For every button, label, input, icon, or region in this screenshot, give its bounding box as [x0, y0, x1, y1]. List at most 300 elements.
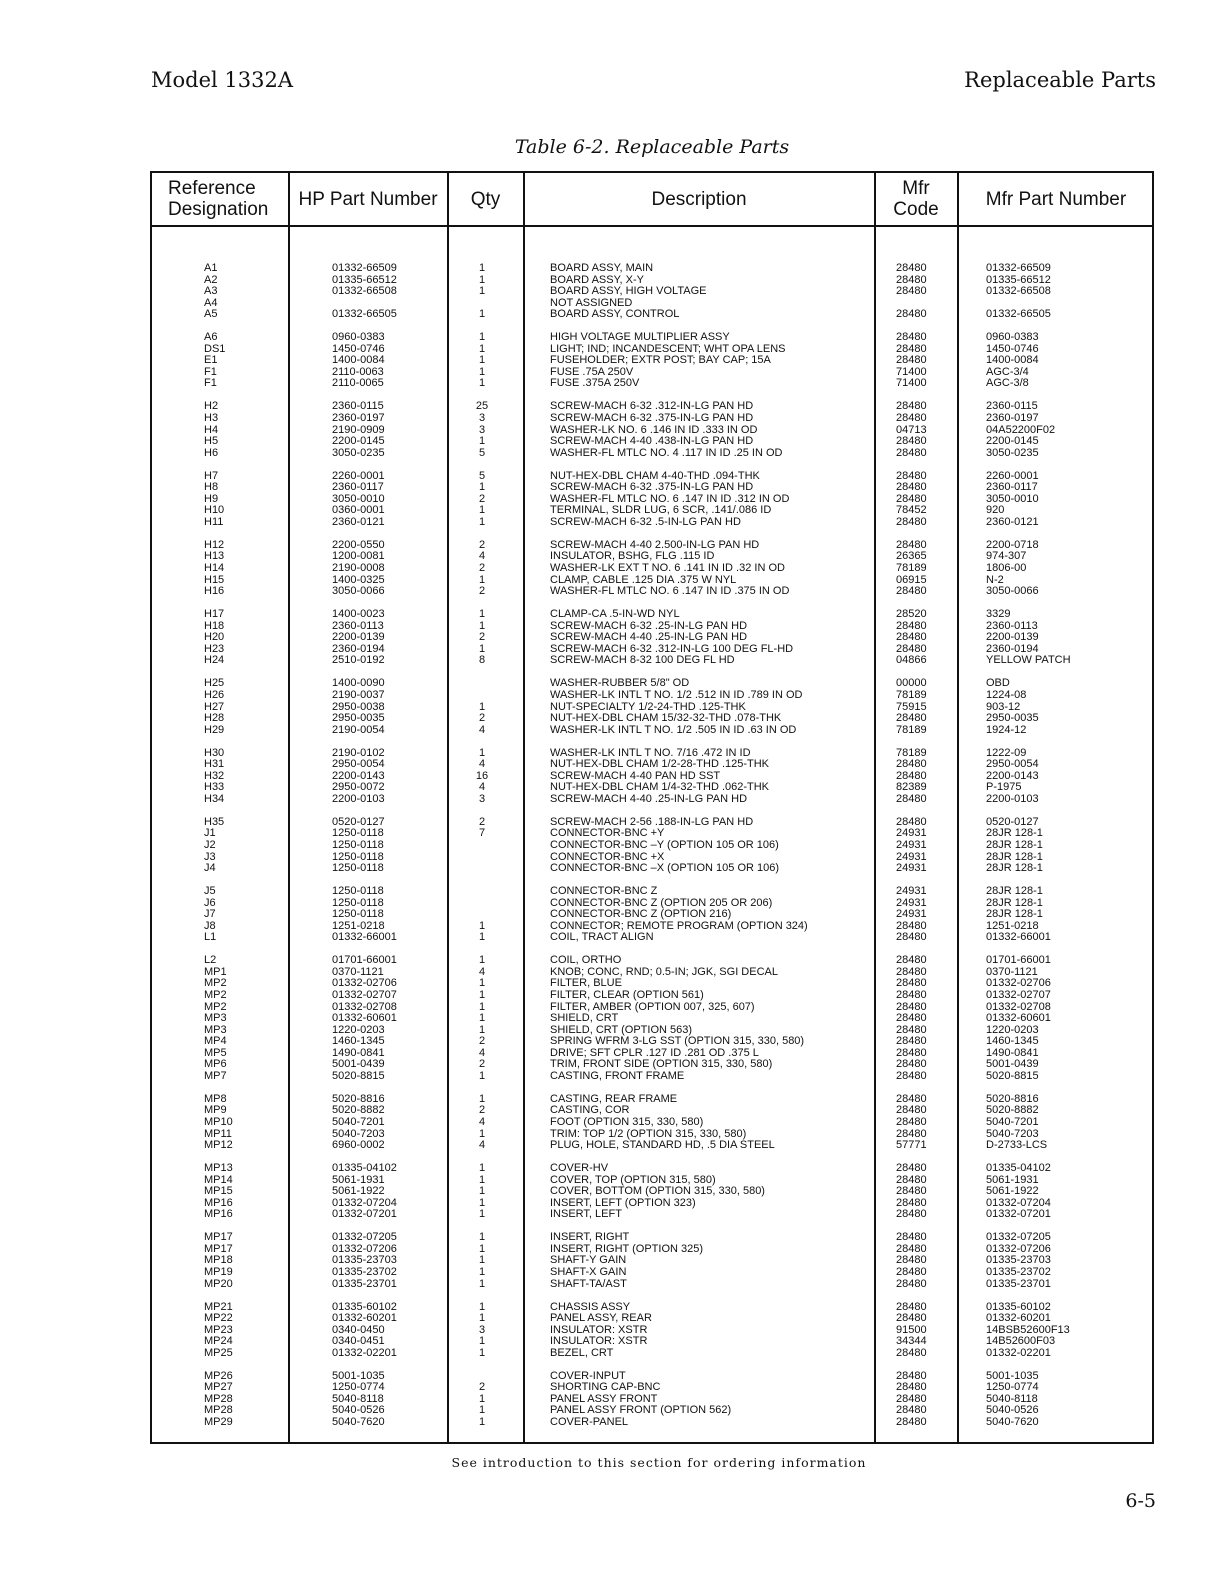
mfr-code: 28480: [896, 1300, 927, 1313]
mfr-part-number: 01332-66508: [986, 285, 1051, 298]
ref-designation: H26: [204, 688, 225, 701]
qty: 1: [478, 642, 486, 655]
mfr-code: 28480: [896, 515, 927, 528]
ref-designation: H33: [204, 781, 225, 794]
mfr-code: 28480: [896, 308, 927, 321]
hp-part-number: 01332-02201: [332, 1346, 397, 1359]
mfr-part-number: 01332-66509: [986, 262, 1051, 274]
qty: 3: [478, 412, 486, 425]
mfr-code: 28480: [896, 631, 927, 644]
qty: 1: [478, 331, 486, 344]
table-row: [152, 586, 1152, 598]
mfr-part-number: 5001-1035: [986, 1369, 1039, 1382]
description: CONNECTOR-BNC +X: [550, 850, 665, 863]
col-header-mfr-part-number: Mfr Part Number: [985, 188, 1127, 210]
table-row: [152, 794, 1152, 806]
mfr-part-number: 0370-1121: [986, 965, 1038, 978]
mfr-part-number: 0960-0383: [986, 331, 1039, 344]
hp-part-number: 2950-0072: [332, 781, 385, 794]
mfr-code: 24931: [896, 850, 927, 863]
qty: 4: [478, 965, 486, 978]
description: BOARD ASSY, CONTROL: [550, 308, 680, 321]
row-group: [152, 678, 1152, 736]
hp-part-number: 2190-0037: [332, 688, 385, 701]
qty: 2: [478, 538, 486, 551]
hp-part-number: 1250-0118: [332, 827, 384, 840]
qty: 8: [478, 654, 486, 667]
mfr-part-number: 1224-08: [986, 688, 1027, 701]
qty: 2: [478, 585, 486, 598]
hp-part-number: 5061-1931: [332, 1173, 385, 1186]
description: TERMINAL, SLDR LUG, 6 SCR, .141/.086 ID: [550, 504, 772, 517]
hp-part-number: 3050-0235: [332, 446, 385, 459]
hp-part-number: 1250-0118: [332, 896, 384, 909]
description: WASHER-FL MTLC NO. 6 .147 IN ID .312 IN OD: [550, 492, 790, 505]
description: HIGH VOLTAGE MULTIPLIER ASSY: [550, 331, 730, 344]
mfr-code: 28480: [896, 919, 927, 932]
mfr-part-number: 01332-60201: [986, 1312, 1051, 1325]
mfr-part-number: 3050-0235: [986, 446, 1039, 459]
mfr-part-number: 2200-0145: [986, 435, 1039, 448]
description: SHAFT-TA/AST: [550, 1277, 627, 1290]
mfr-part-number: 1450-0746: [986, 342, 1039, 355]
row-group: [152, 401, 1152, 459]
mfr-code: 06915: [896, 573, 927, 586]
mfr-code: 28480: [896, 1254, 927, 1267]
description: SHAFT-Y GAIN: [550, 1254, 627, 1267]
mfr-code: 26365: [896, 550, 927, 563]
mfr-code: 28480: [896, 400, 927, 413]
hp-part-number: 1220-0203: [332, 1023, 385, 1036]
ref-designation: DS1: [204, 342, 226, 355]
mfr-code: 28480: [896, 342, 927, 355]
qty: 1: [478, 746, 486, 759]
mfr-code: 04866: [896, 654, 927, 667]
mfr-part-number: 04A52200F02: [986, 423, 1056, 436]
hp-part-number: 2360-0117: [332, 481, 384, 494]
mfr-part-number: 1251-0218: [986, 919, 1039, 932]
table-row: [152, 413, 1152, 425]
table-row: [152, 448, 1152, 460]
mfr-part-number: N-2: [986, 573, 1004, 586]
ref-designation: MP6: [204, 1058, 227, 1071]
col-header-description: Description: [651, 188, 747, 210]
mfr-part-number: 5061-1931: [986, 1173, 1039, 1186]
row-group: [152, 955, 1152, 1082]
header-model: Model 1332A: [151, 68, 294, 92]
qty: 1: [478, 1000, 486, 1013]
row-group: [152, 1232, 1152, 1290]
hp-part-number: 1400-0023: [332, 608, 385, 621]
hp-part-number: 2360-0115: [332, 400, 384, 413]
ref-designation: A6: [204, 331, 218, 344]
hp-part-number: 2190-0054: [332, 723, 385, 736]
description: COVER-PANEL: [550, 1415, 629, 1428]
qty: 3: [478, 792, 486, 805]
qty: 1: [478, 1346, 486, 1359]
mfr-part-number: 2200-0139: [986, 631, 1039, 644]
mfr-part-number: AGC-3/4: [986, 365, 1029, 378]
table-row: [152, 713, 1152, 725]
description: BOARD ASSY, HIGH VOLTAGE: [550, 285, 707, 298]
table-row: [152, 990, 1152, 1002]
hp-part-number: 1400-0325: [332, 573, 385, 586]
mfr-code: 78189: [896, 688, 927, 701]
description: CASTING, FRONT FRAME: [550, 1069, 685, 1082]
hp-part-number: 01332-60601: [332, 1012, 397, 1025]
mfr-code: 04713: [896, 423, 927, 436]
description: SPRING WFRM 3-LG SST (OPTION 315, 330, 580): [550, 1035, 805, 1048]
mfr-part-number: 14BSB52600F13: [986, 1323, 1070, 1336]
mfr-part-number: 01335-23701: [986, 1277, 1051, 1290]
row-group: [152, 748, 1152, 806]
hp-part-number: 1450-0746: [332, 342, 385, 355]
mfr-part-number: 01332-02706: [986, 977, 1051, 990]
hp-part-number: 5061-1922: [332, 1185, 385, 1198]
hp-part-number: 1400-0084: [332, 354, 385, 367]
hp-part-number: 5020-8816: [332, 1092, 385, 1105]
mfr-part-number: 5040-7201: [986, 1115, 1039, 1128]
description: SCREW-MACH 6-32 .375-IN-LG PAN HD: [550, 481, 754, 494]
description: CONNECTOR-BNC Z: [550, 885, 658, 898]
mfr-code: 28480: [896, 1208, 927, 1221]
ref-designation: A1: [204, 262, 218, 274]
mfr-code: 28480: [896, 815, 927, 828]
table-row: [152, 378, 1152, 390]
mfr-part-number: 903-12: [986, 700, 1021, 713]
mfr-part-number: 2200-0718: [986, 538, 1039, 551]
mfr-part-number: 974-307: [986, 550, 1027, 563]
description: LIGHT; IND; INCANDESCENT; WHT OPA LENS: [550, 342, 786, 355]
ref-designation: E1: [204, 354, 218, 367]
mfr-code: 28480: [896, 1346, 927, 1359]
description: SCREW-MACH 4-40 .25-IN-LG PAN HD: [550, 792, 748, 805]
mfr-code: 91500: [896, 1323, 927, 1336]
mfr-code: 00000: [896, 677, 927, 690]
row-group: [152, 471, 1152, 529]
ref-designation: MP25: [204, 1346, 233, 1359]
mfr-code: 28480: [896, 619, 927, 632]
mfr-code: 24931: [896, 827, 927, 840]
mfr-part-number: 2360-0197: [986, 412, 1039, 425]
table-row: [152, 1140, 1152, 1152]
ref-designation: MP19: [204, 1265, 233, 1278]
qty: 1: [478, 1196, 486, 1209]
hp-part-number: 2190-0102: [332, 746, 385, 759]
hp-part-number: 3050-0010: [332, 492, 385, 505]
hp-part-number: 0340-0450: [332, 1323, 385, 1336]
qty: 1: [478, 1069, 486, 1082]
ref-designation: L2: [204, 954, 217, 967]
ref-designation: MP2: [204, 977, 227, 990]
table-row: [152, 563, 1152, 575]
mfr-part-number: 3329: [986, 608, 1011, 621]
ref-designation: MP11: [204, 1127, 232, 1140]
mfr-part-number: 28JR 128-1: [986, 862, 1043, 875]
mfr-part-number: 28JR 128-1: [986, 896, 1043, 909]
ref-designation: MP27: [204, 1381, 233, 1394]
mfr-code: 28480: [896, 492, 927, 505]
mfr-part-number: 28JR 128-1: [986, 908, 1043, 921]
qty: 4: [478, 723, 486, 736]
mfr-code: 28480: [896, 435, 927, 448]
mfr-code: 28480: [896, 931, 927, 944]
qty: 1: [478, 1300, 486, 1313]
hp-part-number: 01335-23702: [332, 1265, 397, 1278]
description: WASHER-LK NO. 6 .146 IN ID .333 IN OD: [550, 423, 758, 436]
mfr-part-number: 01332-02708: [986, 1000, 1051, 1013]
qty: 1: [478, 988, 486, 1001]
qty: 1: [478, 354, 486, 367]
hp-part-number: 1400-0090: [332, 677, 385, 690]
description: CONNECTOR-BNC Z (OPTION 216): [550, 908, 732, 921]
qty: 2: [478, 815, 486, 828]
qty: 1: [478, 1208, 486, 1221]
ref-designation: H27: [204, 700, 225, 713]
mfr-part-number: 2950-0054: [986, 758, 1039, 771]
mfr-code: 28480: [896, 1196, 927, 1209]
row-group: [152, 1094, 1152, 1152]
description: CLAMP-CA .5-IN-WD NYL: [550, 608, 680, 621]
mfr-part-number: 01701-66001: [986, 954, 1051, 967]
hp-part-number: 6960-0002: [332, 1139, 385, 1152]
ref-designation: H29: [204, 723, 225, 736]
description: SHIELD, CRT (OPTION 563): [550, 1023, 693, 1036]
qty: 1: [478, 1392, 486, 1405]
mfr-code: 28480: [896, 354, 927, 367]
mfr-code: 78189: [896, 746, 927, 759]
hp-part-number: 0360-0001: [332, 504, 385, 517]
hp-part-number: 2360-0113: [332, 619, 384, 632]
hp-part-number: 3050-0066: [332, 585, 385, 598]
mfr-part-number: 5061-1922: [986, 1185, 1039, 1198]
hp-part-number: 1250-0118: [332, 908, 384, 921]
description: INSULATOR: XSTR: [550, 1323, 648, 1336]
hp-part-number: 2190-0909: [332, 423, 385, 436]
mfr-part-number: 28JR 128-1: [986, 850, 1043, 863]
description: COVER-HV: [550, 1162, 609, 1175]
mfr-code: 28480: [896, 1173, 927, 1186]
qty: 1: [478, 977, 486, 990]
description: SCREW-MACH 6-32 .312-IN-LG PAN HD: [550, 400, 754, 413]
table-row: [152, 517, 1152, 529]
ref-designation: H6: [204, 446, 219, 459]
qty: 1: [478, 1231, 486, 1244]
ref-designation: H18: [204, 619, 225, 632]
description: COIL, TRACT ALIGN: [550, 931, 654, 944]
ref-designation: H8: [204, 481, 219, 494]
ref-designation: J3: [204, 850, 216, 863]
hp-part-number: 2950-0038: [332, 700, 385, 713]
hp-part-number: 1200-0081: [332, 550, 385, 563]
ref-designation: H31: [204, 758, 225, 771]
ref-designation: H4: [204, 423, 219, 436]
mfr-code: 28480: [896, 965, 927, 978]
table-row: [152, 1279, 1152, 1291]
ref-designation: H11: [204, 515, 224, 528]
hp-part-number: 5020-8882: [332, 1104, 385, 1117]
description: PANEL ASSY FRONT (OPTION 562): [550, 1404, 732, 1417]
hp-part-number: 2110-0065: [332, 377, 384, 390]
description: SCREW-MACH 6-32 .375-IN-LG PAN HD: [550, 412, 754, 425]
hp-part-number: 0520-0127: [332, 815, 385, 828]
table-row: [152, 1163, 1152, 1175]
mfr-part-number: 3050-0010: [986, 492, 1039, 505]
qty: 1: [478, 262, 486, 274]
hp-part-number: 01332-07205: [332, 1231, 397, 1244]
mfr-code: 28480: [896, 1104, 927, 1117]
qty: 2: [478, 1058, 486, 1071]
table-row: [152, 1417, 1152, 1429]
ref-designation: H25: [204, 677, 225, 690]
qty: 1: [478, 919, 486, 932]
mfr-code: 24931: [896, 885, 927, 898]
qty: 1: [478, 1335, 486, 1348]
ref-designation: H32: [204, 769, 225, 782]
description: FILTER, BLUE: [550, 977, 622, 990]
mfr-code: 24931: [896, 908, 927, 921]
description: COVER, BOTTOM (OPTION 315, 330, 580): [550, 1185, 765, 1198]
ref-designation: H20: [204, 631, 225, 644]
hp-part-number: 5040-7201: [332, 1115, 385, 1128]
ref-designation: MP14: [204, 1173, 233, 1186]
ref-designation: J1: [204, 827, 216, 840]
description: WASHER-FL MTLC NO. 4 .117 IN ID .25 IN OD: [550, 446, 783, 459]
hp-part-number: 1460-1345: [332, 1035, 385, 1048]
qty: 4: [478, 550, 486, 563]
ref-designation: MP16: [204, 1196, 233, 1209]
ref-designation: J2: [204, 838, 216, 851]
mfr-part-number: 01335-60102: [986, 1300, 1051, 1313]
ref-designation: MP20: [204, 1277, 233, 1290]
qty: 1: [478, 481, 486, 494]
qty: 25: [475, 400, 489, 413]
description: WASHER-RUBBER 5/8" OD: [550, 677, 690, 690]
qty: 2: [478, 1035, 486, 1048]
hp-part-number: 01335-23703: [332, 1254, 397, 1267]
ref-designation: J4: [204, 862, 216, 875]
mfr-code: 28480: [896, 1046, 927, 1059]
description: SCREW-MACH 4-40 .438-IN-LG PAN HD: [550, 435, 754, 448]
table-row: [152, 840, 1152, 852]
hp-part-number: 01701-66001: [332, 954, 397, 967]
description: SCREW-MACH 4-40 PAN HD SST: [550, 769, 721, 782]
hp-part-number: 2200-0139: [332, 631, 385, 644]
hp-part-number: 1250-0118: [332, 850, 384, 863]
mfr-part-number: 5040-8118: [986, 1392, 1038, 1405]
hp-part-number: 01332-02707: [332, 988, 397, 1001]
mfr-part-number: P-1975: [986, 781, 1022, 794]
row-group: [152, 263, 1152, 321]
description: WASHER-LK INTL T NO. 7/16 .472 IN ID: [550, 746, 751, 759]
mfr-part-number: 01335-04102: [986, 1162, 1051, 1175]
mfr-code: 28480: [896, 988, 927, 1001]
ref-designation: H24: [204, 654, 225, 667]
qty: 3: [478, 1323, 486, 1336]
mfr-part-number: AGC-3/8: [986, 377, 1029, 390]
qty: 4: [478, 1139, 486, 1152]
ref-designation: MP2: [204, 988, 227, 1001]
qty: 1: [478, 1312, 486, 1325]
description: SCREW-MACH 6-32 .312-IN-LG 100 DEG FL-HD: [550, 642, 794, 655]
description: SCREW-MACH 6-32 .5-IN-LG PAN HD: [550, 515, 741, 528]
description: SCREW-MACH 4-40 .25-IN-LG PAN HD: [550, 631, 748, 644]
description: NUT-SPECIALTY 1/2-24-THD .125-THK: [550, 700, 746, 713]
description: PANEL ASSY FRONT: [550, 1392, 658, 1405]
description: CHASSIS ASSY: [550, 1300, 631, 1313]
description: WASHER-LK EXT T NO. 6 .141 IN ID .32 IN OD: [550, 562, 785, 575]
description: CONNECTOR; REMOTE PROGRAM (OPTION 324): [550, 919, 808, 932]
header-divider: [152, 225, 1152, 227]
qty: 4: [478, 758, 486, 771]
description: PANEL ASSY, REAR: [550, 1312, 652, 1325]
hp-part-number: 01335-60102: [332, 1300, 397, 1313]
mfr-code: 28480: [896, 1231, 927, 1244]
table-row: [152, 1013, 1152, 1025]
mfr-part-number: 01332-07205: [986, 1231, 1051, 1244]
qty: 1: [478, 342, 486, 355]
row-group: [152, 1163, 1152, 1221]
row-group: [152, 1302, 1152, 1360]
hp-part-number: 01332-66001: [332, 931, 397, 944]
mfr-code: 28480: [896, 1404, 927, 1417]
qty: 1: [478, 700, 486, 713]
description: INSERT, RIGHT: [550, 1231, 630, 1244]
qty: 2: [478, 1381, 486, 1394]
row-group: [152, 1371, 1152, 1429]
mfr-code: 28480: [896, 469, 927, 482]
col-header-hp-part-number: HP Part Number: [298, 188, 438, 210]
mfr-part-number: 01332-07204: [986, 1196, 1051, 1209]
page-number: 6-5: [1125, 1490, 1156, 1512]
hp-part-number: 2360-0197: [332, 412, 385, 425]
description: COVER, TOP (OPTION 315, 580): [550, 1173, 716, 1186]
mfr-code: 28480: [896, 712, 927, 725]
description: BOARD ASSY, X-Y: [550, 273, 644, 286]
description: CLAMP, CABLE .125 DIA .375 W NYL: [550, 573, 737, 586]
description: INSERT, LEFT (OPTION 323): [550, 1196, 696, 1209]
mfr-code: 82389: [896, 781, 927, 794]
ref-designation: MP1: [204, 965, 227, 978]
ref-designation: MP24: [204, 1335, 233, 1348]
description: INSULATOR: XSTR: [550, 1335, 648, 1348]
mfr-code: 28480: [896, 1023, 927, 1036]
mfr-part-number: 01332-02707: [986, 988, 1051, 1001]
hp-part-number: 5040-7620: [332, 1415, 385, 1428]
qty: 1: [478, 1254, 486, 1267]
description: SCREW-MACH 4-40 2.500-IN-LG PAN HD: [550, 538, 760, 551]
hp-part-number: 0960-0383: [332, 331, 385, 344]
description: FUSE .375A 250V: [550, 377, 640, 390]
mfr-code: 28480: [896, 262, 927, 274]
ref-designation: H35: [204, 815, 225, 828]
hp-part-number: 01332-66505: [332, 308, 397, 321]
mfr-part-number: 28JR 128-1: [986, 827, 1043, 840]
qty: 1: [478, 608, 486, 621]
ref-designation: MP29: [204, 1415, 233, 1428]
description: WASHER-LK INTL T NO. 1/2 .512 IN ID .789 IN OD: [550, 688, 803, 701]
description: CASTING, REAR FRAME: [550, 1092, 678, 1105]
mfr-code: 71400: [896, 377, 927, 390]
description: FUSE .75A 250V: [550, 365, 634, 378]
mfr-part-number: 2360-0117: [986, 481, 1038, 494]
qty: 1: [478, 954, 486, 967]
hp-part-number: 2200-0145: [332, 435, 385, 448]
mfr-part-number: 0520-0127: [986, 815, 1039, 828]
mfr-code: 28480: [896, 642, 927, 655]
description: SHIELD, CRT: [550, 1012, 619, 1025]
qty: 5: [478, 446, 486, 459]
